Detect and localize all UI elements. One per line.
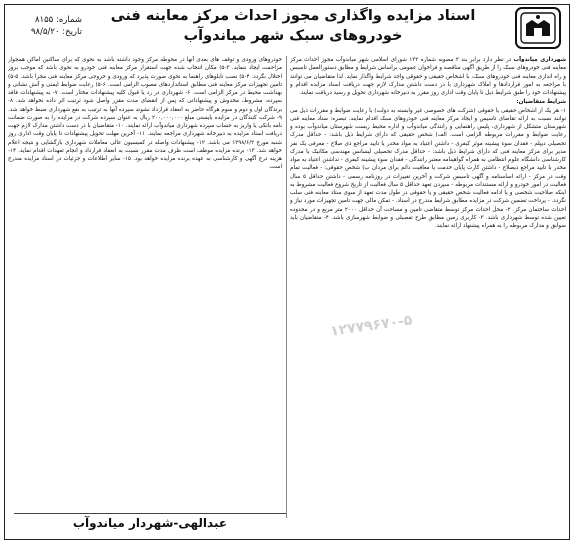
intro-text: در نظر دارد برابر بند ۳ مصوبه شماره ۱۲۲ شورای اسلامی شهر میاندوآب مجوز احداث مرکز معاینه فنی خودروهای سبک را از طریق آگهی مناقصه و فراخوان عمومی براساس شرایط و مطابق دستورالعمل تاسیس و راه اندازی معاینه فنی خودروهای سبک، با اشخاص حقیقی و حقوقی واجد شرایط واگذار نماید. لذا متقاضیان می توانند با مراجعه به امور قراردادها و املاک شهرداری با در دست داشتن مدارک لازم جهت دریافت اسناد مزایده اقدام و پیشنهادات خود را طبق شرایط ذیل تا پایان وقت اداری روز مقرر به دبیرخانه شهرداری تحویل و رسید دریافت نمایند.: [290, 57, 566, 96]
ref-date: تاریخ: ۹۸/۵/۲۰: [30, 27, 82, 37]
notice-body: [8, 56, 566, 536]
reference-block: [12, 14, 82, 38]
notice-title: اسناد مزایده واگذاری مجوز احداث مرکز معاینه فنی خودروهای سبک شهر میاندوآب: [110, 8, 476, 44]
municipality-emblem-icon: [514, 6, 562, 50]
left-column-text: خودروهای ورودی و توقف های بعدی آنها در محوطه مرکز وجود داشته باشد به نحوی که برای ساکنین اماکن همجوار مزاحمت ایجاد ننماید. ۳-۵) مکان انتخاب شده جهت استقرار مرکز معاینه فنی خودرو به نحوی باشد که موجب بروز اختلال نگردد. ۴-۵) نصب تابلوهای راهنما به نحوی صورت پذیرد که ورودی و خروجی مرکز معاینه فنی مجزا باشد. ۵-۵) تامین تجهیزات مرکز معاینه فنی مطابق استانداردهای مصوب الزامی است. ۶-۵) رعایت ضوابط ایمنی و آتش نشانی و بهداشت محیط در مرکز الزامی است. ۶- شهرداری در رد یا قبول کلیه پیشنهادات مختار است. ۷- به پیشنهادات فاقد سپرده، مشروط، مخدوش و پیشنهاداتی که پس از انقضای مدت مقرر واصل شود ترتیب اثر داده نخواهد شد. ۸- برندگان اول و دوم و سوم هرگاه حاضر به انعقاد قرارداد نشوند سپرده آنها به ترتیب به نفع شهرداری ضبط خواهد شد. ۹- شرکت کنندگان در مزایده بایستی مبلغ ۲۰۰,۰۰۰,۰۰۰ ریال به عنوان سپرده شرکت در مزایده را به صورت ضمانت نامه بانکی یا واریز به حساب سپرده شهرداری میاندوآب ارائه نمایند. ۱۰- متقاضیان با در دست داشتن مدارک لازم جهت دریافت اسناد مزایده به دبیرخانه شهرداری مراجعه نمایند. ۱۱- آخرین مهلت تحویل پیشنهادات تا پایان وقت اداری روز شنبه مورخ ۱۳۹۸/۶/۲ می باشد. ۱۲- پیشنهادات واصله در کمیسیون عالی معاملات شهرداری بازگشایی و نتیجه اعلام خواهد شد. ۱۳- برنده مزایده موظف است ظرف مدت مقرر نسبت به انعقاد قرارداد و انجام تعهدات اقدام نماید. ۱۴- هزینه درج آگهی و کارشناسی به عهده برنده مزایده خواهد بود. ۱۵- سایر اطلاعات و جزئیات در اسناد مزایده مندرج است.: [8, 57, 282, 171]
notice-header: [6, 6, 568, 52]
ref-number: شماره: ۸۱۵۵: [34, 15, 82, 25]
column-divider: [286, 56, 287, 518]
right-column: [290, 56, 566, 536]
left-column: [8, 56, 282, 536]
conditions-title: شرایط متقاضیان:: [516, 99, 566, 106]
watermark-code: ۱۲۷۷۹۶۷۰-۵: [329, 312, 414, 340]
lead-text: شهرداری میاندوآب: [513, 57, 566, 63]
right-column-text: ۱- هر یک از اشخاص حقیقی یا حقوقی (شرکت های خصوصی غیر وابسته به دولت) با رعایت ضوابط و مقررات ذیل می توانند نسبت به ارائه تقاضای تاسیس و ایجاد مرکز معاینه فنی خودروهای سبک اقدام نمایند. تبصره: ستاد معاینه فنی شهرستان متشکل از شهرداری، پلیس راهنمایی و رانندگی میاندوآب و اداره محیط زیست شهرستان میاندوآب بوده و رعایت ضوابط و مقررات مربوطه الزامی است. الف) شخص حقیقی که دارای شرایط ذیل باشد: - حداقل مدرک تحصیلی دیپلم - فقدان سوء پیشینه موثر کیفری - داشتن اعتیاد به مواد مخدر یا تایید مراجع ذی صلاح - معرفی یک نفر مدیر برای مرکز معاینه فنی که دارای شرایط ذیل باشد: - حداقل مدرک تحصیلی لیسانس مهندسی مکانیک یا مدرک کارشناسی دانشگاه علوم انتظامی به همراه گواهینامه معتبر رانندگی - فقدان سوء پیشینه کیفری - نداشتن اعتیاد به مواد مخدر با تایید مراجع ذیصلاح - داشتن کارت پایان خدمت یا معافیت دائم برای مردان ب) شخص حقوقی: - فعالیت تمام وقت در مرکز - ارائه اساسنامه و آگهی تاسیس شرکت و آخرین تغییرات در روزنامه رسمی - داشتن حداقل ۵ سال فعالیت در امور خودرو و ارائه مستندات مربوطه - سپردن تعهد حداقل ۵ سال فعالیت از تاریخ شروع فعالیت مشروط به اینکه صلاحیت شخصی و یا ادامه فعالیت شخص حقیقی و یا حقوقی در طول مدت تعهد از سوی ستاد معاینه فنی سلب نگردد. - پرداخت تضمین شرکت در مزایده مطابق شرایط مندرج در اسناد. - تمکن مالی جهت تامین تجهیزات مورد نیاز و احداث ساختمان مرکز. ۲- محل احداث مرکز توسط متقاضی تامین و مساحت آن حداقل ۲۰۰۰ متر مربع و در محدوده تعیین شده توسط شهرداری باشد. ۳- کاربری زمین مطابق طرح تفصیلی و ضوابط شهرسازی باشد. ۴- متقاضیان باید سوابق و مدارک مربوطه را به همراه پیشنهاد ارائه نمایند.: [290, 107, 566, 229]
signature-line: عبدالهی-شهردار میاندوآب: [14, 513, 286, 532]
